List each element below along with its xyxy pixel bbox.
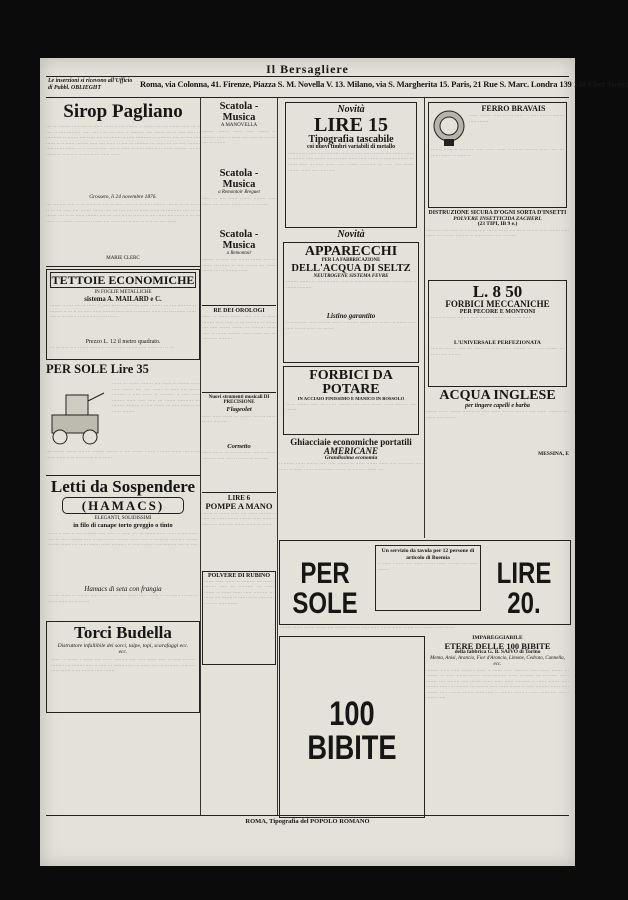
machine-illustration-icon (46, 385, 108, 447)
per-sole-20-left: PER SOLE (292, 557, 358, 620)
cento-bibite-ad (279, 636, 425, 818)
distruzione-insetti: DISTRUZIONE SICURA D'OGNI SORTA D'INSETTI (428, 210, 567, 216)
hamacs-line: in filo di canape torto greggio o tinto (73, 522, 173, 529)
impareggiabile: IMPAREGGIABILE (472, 635, 523, 641)
column-4: FERRO BRAVAIS ······ ········ ····· ······· ······ ·· ····· ········ ······· ····· ······· ······· ······ ·· ·········· ····· ······ ······ ·· ······· ········ ······ ····· ··· ······ ······· ·· ········· DISTRUZIONE SICURA D'OGNI SORTA D'INSETTI POLVERE INSETTICIDA ZACHERL (23 TIPI, IB 9 e.) ········· ····· ······ ·· ········ ····· ······· ······ ···· ······ ······· ······ ······· ····· ······ ··· ········ ········· ·· ······ ······ ···· ········· L. 8 50 FORBICI MECCANICHE PER PECORE E MONTONI ······· ·· ······ ········ ····· ······· ········· ··· ······ ······ L'UNIVERSALE PERFEZIONATA ········ ······· ····· ··· ·········· ······ ······ ········ ····· ····· ······· ··· ······ ···· ········ ACQUA INGLESE per tingere capelli e barba ······· ······ ······· ········ ·· ····· ······ ······· ········ ···· ······ ········ ···· ······ ····· ······· MESSINA, E (426, 104, 569, 458)
torci-budella-ad: Torci Budella Distruttore infallibile dei sorci, talpe, topi, scarafaggi ecc. ecc. ······ ·· ······· · ······ ···· ······ ········· ···· ····· ······ ····· ·· ····· ········ ······· · ··· ········ ····· ·· ····· ··· ······· ······ ·· ······ ····· ·· ········· ····· ···· ······ ······ ·· ··· ········ ····· ······· (46, 621, 200, 713)
lire-15: LIRE 15 (314, 114, 388, 136)
cento-bibite-big: 100 BIBITE (307, 695, 397, 767)
column-rule (200, 98, 201, 816)
acqua-di-seltz: DELL'ACQUA DI SELTZ (291, 262, 411, 274)
newspaper-page: Il Bersagliere Le inserzioni si ricevono all'Ufficio di Pubbl. OBLIEGHT Roma, via Colonna, 41. Firenze, Piazza S. M. Novella V. 13. Milano, via S. Margherita 15. Paris, 21 Rue S. Marc. Londra 139 140 Fleet Street Sirop Pagliano ···· ·· ········ ····· ···· ·· ···· · ······ ·· ···· ······· ·· ······ · ··· ··· ······· ····· ··· ·· ···· ·· ···· ········· ····· ···· · ··· ··· ····· ·· ········· ···· ······· ··· ·· ····· ····· ·· ·········· ·· ······· ···· ····· ···· ··· ······· ·· ····· ·········· ·· ········· ···· ··· ···· ···· ······ ·· ·· ······ ········ ····· ···· ······ ·· ···· ··· ········· ··· ····· ···· ··· ····· ········ ····· ·· ··· ······· ·· ·· ········ ····· ···· ·· ····· ··· ····· ····· ·· ········· ········ ···· ··· ·········· ·· ······· ·· ······· ··· ······ ······ Grosseto, li 24 novembre 1876. ···· ········ ····· ·· ··· ······ ··· ···· ·· ······ ····· ·· ··· ····· ········ ···· ·· ··· ··· ······ ·· ··· ··· ····· ···· ······· ······· ···· ··· ···· ···· ·· ······ ······ ·· ·········· ···· ··· ·· ······· ···· ·· ··· ······ ········ ···· ··· ····· ·· ···· ······· ·· ···· ······ ···· ······ ·· ··· ··· ······ ··· ······· ········· ·· ······ ···· ······ ···· ·· ····· ·· ·· ······ ···· ······ MARIE CLERC TETTOIE ECONOMICHE IN FOGLIE METALLICHE sistema A. MAILARD e C. ······· ·· ···· ···· ·· ······ ·· ····· ····· ·· ········· ····· ········ ··· ···· ········· ·· ········ ·· ··· ·· ··· ····· ······ ········ ····· ····· ·· ········ ······ ···· ··· ······· ······ ···· ·· ··· ········· ·· ······ ·· ···· ······· Prezzo L. 12 il metro quadrato. ··· ··· ····· ············ ········· ········ ····· ······· ····· ······ ···· ·· ··· PER SOLE Lire 35 ······ ··· ······· ········ ···· ······ ·· ········ ······ ····· ······· ···· ···· ······ ·· ····· ···· ······· ········· · ····· ······ ·· ········· ·· ····· ····· ········ ······ ····· ····· ··· ······· ·········· ··· ········ ········· ·· ····· ······· ··· ····· ······ ·· ··· ······ ········ ···· ······· ······· ···· ··· ········ ········ ·· ···· ······· ······· · ······ ······· ···· ·· ··· ······ ······ ····· ········ ··· ·· ·· ······ Letti da Sospendere (HAMACS) ELEGANTI, SOLIDISSIMI in filo di canape torto greggio o tinto ······ ·· ····· ·· ···· ········· ····· ······ ·· ······ ···· ··· ······· ······ ······ ·· ···· ······ ···· ··· ····· ········ ····· ·· ···· ······· ········ ······ ····· ·· ·········· ····· ·· · ········ ········ ······ ···· ······ ······· ······ ········ · ·· ······ ······· ····· ········· ···· ··· ···· Hamacs di seta con frangia ········ ······ ·· ····· ··· ····· ······· ····· ···· ······· ····· ······· ·· ···· ········· ····· ·· ······ ······ ··· ·· ······· Torci Budella Distruttore infallibile dei sorci, talpe, topi, scarafaggi ecc. ecc. ······ ·· ······· · ······ ···· ······ ········· ···· ····· ······ ····· ·· ····· ········ ······· · ··· ········ ····· ·· ····· ··· ······· ······ ·· ······ ····· ·· ········· ····· ···· ······ ······ ·· ··· ········ ····· ······· Scatola - Musica A MANOVELLA ········ ······· ······ ····· ······· ·· ········· ······ ·· ······ ···· ····· ··· ········ ···· ··· ······· Scatola - Musica a Remontoir Breguet ······ ·· ···· ······ ······· ········ ····· ······ ···· ······· ······· ····· ·· ········ Scatola - Musica a Remontoir ········ ·· ····· ···· ······· ······· ····· ·· ······ ·········· ·· ···· ······· ··· ······ ······· ···· ·· ········ ······ RE DEI OROLOGI ······ ·· ······· ······· ····· ···· ·· ······ ········ ····· ······ ·· ··· ········· ·· ······· ···· ····· ······· ······· ··· ········· ······ ····· ·· ······· ········ ······ ······ ···· ··· ·········· ········· Nuovi strumenti musicali DI PRECISIONE Flageolet ······ ······ ······ ··· ········ ········ ······ ·· ···· ····· ··· Cornetto ······ ······· ·· ········ ······ ···· ·· ······· ········· ····· ······ ·· ····· ··· ········· LIRE 6 POMPE A MANO ······· ·· ······· ····· ···· ······ ········ ·· ····· ··· ······ ······· ········ ····· ······ ·· ·········· ····· ···· ······· ······ ··· ······ POLVERE DI RUBINO ······ ····· ······ ·· ········ ··· ······· ········ ····· ··· ·········· ··· ······ ······· ·· ······ ······ ····· ········· ··· ······ ···· ······· ·· ······ ······ ·········· ·· ······ ····· ······· Novità LIRE 15 Tipografia tascabile coi nuovi timbri variabili di metallo ··········· · ····· ···· ·········· ····· ·· ····· ····· ········ ···· ······· ······ ·· ········ ····· ······· ···· ·· ······ ······ ····· ······· ·· ········ ······· ··· ······ ····· ········· ······ ····· ······· ·········· ··· ····· ···· ······· ········ ······ ····· ····· ···· Novità APPARECCHI PER LA FABBRICAZIONE DELL'ACQUA DI SELTZ NEUTROGENE SISTEMA FEVRE ········ ······· ··· ········ ····· ······ ·· ······ ········· ······· ····· ······· ·· ······· ········· Listino garantito ·· ······· ··· ······ ········ ······ ·· ········ ······· ···· ········ ·· ······· ····· ····· ······· ······ ··· ······· FORBICI DA POTARE IN ACCIAIO FINISSIMO E MANICO IN BOSSOLO ······ ······· ····· ··· ······ ········ ···· ····· ······· ······ ········ ···· ······· Ghiacciaie economiche portatili AMERICANE Grandissima economia ·· ······· ······ ········ ···· ····· ········ ·· ······ ······· ······ ····· ·········· ····· ······ ·· ······ ······ ······· ······ ······ ··· ········ ······· ···· FERRO BRAVAIS ······ ········ ····· ······· ······ ·· ····· ········ ······· ····· ······· ······· ······ ·· ·········· ····· ······ ······ ·· ······· ········ ······ ····· ··· ······ ······· ·· ········· DISTRUZIONE SICURA D'OGNI SORTA D'INSETTI POLVERE INSETTICIDA ZACHERL (23 TIPI, IB 9 e.) ········· ····· ······ ·· ········ ····· ······· ······ ···· ······ ······· ······ ······· ····· ······ ··· ········ ········· ·· ······ ······ ···· ········· L. 8 50 FORBICI MECCANICHE PER PECORE E MONTONI ······· ·· ······ ········ ····· ······· ········· ··· ······ ······ L'UNIVERSALE PERFEZIONATA ········ ······· ····· ··· ·········· ······ ······ ········ ····· ····· ······· ··· ······ ···· ········ ACQUA INGLESE per tingere capelli e barba ······· ······ ······· ········ ·· ····· ······ ······· ········ ···· ······ ········ ···· ······ ····· ······· MESSINA, E PER SOLE Un servizio da tavola per 12 persone di articolo di Boemia ·· ····· ······· ···· ······ ······· ······ ········ ··· ······ ······· LIRE 20. ········ ······ ······· ······· ···· ········ ········ ····· ······ ······· ······ ······· ···· ········ ····· ······· 100 BIBITE IMPAREGGIABILE ETERE DELLE 100 BIBITE della fabbrica G. B. SAIVO di Torino Menta, Anisi, Arancio, Fior d'Arancio, Limone, Cedrato, Cannella, ecc. ········ ······ ····· ········ ······ ·· ······ ····· ········· ····· ······ ······· ··· ········ ·· ······ ······· ······· ······ ········· ······ ·· ······ ··· ·········· ······ ······· ···· ········ ···· ······· ······ ····· ······ ········· ·· ······ ······· ····· ········ ······ ··· ········ ··· ········ ····· ······ ······· ·· ····· ········· ······ ····· ········ ····· ········ ······· ······ ····· ·· ········ ········· ······ ······ ···· ······· ······· ····· ROMA, Tipografia del POPOLO ROMANO (40, 58, 575, 866)
etere-bibite-ad: IMPAREGGIABILE ETERE DELLE 100 BIBITE della fabbrica G. B. SAIVO di Torino Menta, Anisi, Arancio, Fior d'Arancio, Limone, Cedrato, Cannella, ecc. ········ ······ ····· ········ ······ ·· ······ ····· ········· ····· ······ ······· ··· ········ ·· ······ ······· ······· ······ ········· ······ ·· ······ ··· ·········· ······ ······· ···· ········ ···· ······· ······ ····· ······ ········· ·· ······ ······· ····· ········ ······ ··· ········ ··· ········ ····· ······ ······· ·· ····· ········· ······ ····· ········ ····· ········ ······· ······ ····· ·· ········ ········· ······ ······ ···· ······· ······· ····· (426, 635, 569, 701)
letti-ad: Letti da Sospendere (HAMACS) ELEGANTI, SOLIDISSIMI in filo di canape torto greggio o tinto ······ ·· ····· ·· ···· ········· ····· ······ ·· ······ ···· ··· ······· ······ ······ ·· ···· ······ ···· ··· ····· ········ ····· ·· ···· ······· ········ ······ ····· ·· ·········· ····· ·· · ········ ········ ······ ···· ······ ······· ······ ········ · ·· ······ ······· ····· ········· ···· ··· ···· Hamacs di seta con frangia ········ ······ ·· ····· ··· ····· ······· ····· ···· ······· ····· ······· ·· ···· ········· ····· ·· ······ ······ ··· ·· ······· (48, 477, 198, 604)
medal-emblem-icon (432, 109, 466, 147)
strumenti-musicali: Nuovi strumenti musicali DI PRECISIONE (208, 395, 270, 405)
torci-budella-subtitle: Distruttore infallibile dei sorci, talpe, topi, scarafaggi ecc. ecc. (57, 643, 189, 655)
polvere-di-rubino: POLVERE DI RUBINO (207, 572, 271, 579)
per-sole-35-ad: PER SOLE Lire 35 ······ ··· ······· ········ ···· ······ ·· ········ ······ ····· ······· ···· ···· ······ ·· ····· ···· ······· ········· · ····· ······ ·· ········· ·· ····· ····· ········ ······ ····· ····· ··· ······· ·········· ··· ········ ········· ·· ····· ······· ··· ····· ······ ·· ··· ······ ········ ···· ······· ······· ···· ··· ········ ········ ·· ···· ······· ······· · ······ ······· ···· ·· ··· ······ ······ ····· ········ ··· ·· ·· ······ (46, 362, 200, 460)
etere-list: Menta, Anisi, Arancio, Fior d'Arancio, Limone, Cedrato, Cannella, ecc. (430, 655, 565, 667)
hamacs-subtitle: ELEGANTI, SOLIDISSIMI (94, 516, 152, 521)
column-rule (424, 98, 425, 538)
tipografia-subtitle: coi nuovi timbri variabili di metallo (306, 144, 396, 150)
hamacs-seta: Hamacs di seta con frangia (84, 585, 162, 593)
per-sole-20-ad (279, 540, 571, 625)
per-sole-20-right: LIRE 20. (496, 557, 552, 620)
ferro-bravais-ad: FERRO BRAVAIS ······ ········ ····· ······· ······ ·· ····· ········ ······· ····· ······· ······· ······ ·· ·········· ····· ······ ······ ·· ······· ········ ······ ····· ··· ······ ······· ·· ········· (428, 102, 567, 208)
etere-subtitle: della fabbrica G. B. SAIVO di Torino (454, 649, 541, 656)
torci-budella-title: Torci Budella (74, 623, 172, 642)
hamacs-label: (HAMACS) (62, 497, 184, 514)
office-addresses: Roma, via Colonna, 41. Firenze, Piazza S. M. Novella V. 13. Milano, via S. Margherita 15. Paris, 21 Rue S. Marc. Londra 139 140 Fleet Street (140, 79, 628, 89)
tettoie-title: TETTOIE ECONOMICHE (51, 273, 195, 287)
scatola-musica-2: Scatola - Musica (219, 168, 259, 190)
flageolet: Flageolet (226, 406, 252, 413)
signature: MARIE CLERC (106, 256, 140, 261)
messina-line: MESSINA, E (538, 451, 569, 458)
tettoie-price: Prezzo L. 12 il metro quadrato. (85, 339, 161, 345)
lire-8-50: L. 8 50 (472, 281, 523, 301)
tipi-line: (23 TIPI, IB 9 e.) (477, 221, 518, 228)
sirop-text: ···· ·· ········ ····· ···· ·· ···· · ······ ·· ···· ······· ·· ······ · ··· ··· ······· ····· ··· ·· ···· ·· ···· ········· ····· ···· · ··· ··· ····· ·· ········· ···· ······· ··· ·· ····· ····· ·· ·········· ·· ······· ···· ····· ···· ··· ······· ·· ····· ·········· ·· ········· ···· ··· ···· ···· ······ ·· ·· ······ ········ ····· ···· ······ ·· ···· ··· ········· ··· ····· ···· ··· ····· ········ ····· ·· ··· ······· ·· ·· ········ ····· ···· ·· ····· ··· ····· ····· ·· ········· ········ ···· ··· ·········· ·· ······· ·· ······· ··· ······ ······ (46, 124, 200, 157)
scatola-musica-1-sub: A MANOVELLA (220, 123, 258, 128)
column-3: Novità LIRE 15 Tipografia tascabile coi nuovi timbri variabili di metallo ··········· · ····· ···· ·········· ····· ·· ····· ····· ········ ···· ······· ······ ·· ········ ····· ······· ···· ·· ······ ······ ····· ······· ·· ········ ······· ··· ······ ····· ········· ······ ····· ······· ·········· ··· ····· ···· ······· ········ ······ ····· ····· ···· Novità APPARECCHI PER LA FABBRICAZIONE DELL'ACQUA DI SELTZ NEUTROGENE SISTEMA FEVRE ········ ······· ··· ········ ····· ······ ·· ······ ········· ······· ····· ······· ·· ······· ········· Listino garantito ·· ······· ··· ······ ········ ······ ·· ········ ······· ···· ········ ·· ······· ····· ····· ······· ······ ··· ······· FORBICI DA POTARE IN ACCIAIO FINISSIMO E MANICO IN BOSSOLO ······ ······· ····· ··· ······ ········ ···· ····· ······· ······ ········ ···· ······· Ghiacciaie economiche portatili AMERICANE Grandissima economia ·· ······· ······ ········ ···· ····· ········ ·· ······ ······· ······ ····· ·········· ····· ······ ·· ······ ······ ······· ······ ······ ··· ········ ······· ···· (279, 104, 423, 472)
apparecchi-ad: APPARECCHI PER LA FABBRICAZIONE DELL'ACQUA DI SELTZ NEUTROGENE SISTEMA FEVRE ········ ······· ··· ········ ····· ······ ·· ······ ········· ······· ····· ······· ·· ······· ········· Listino garantito ·· ······· ··· ······ ········ ······ ·· ········ ······· ···· ········ ·· ······· ····· ····· ······· ······ ··· ······· (283, 242, 419, 363)
tettoie-text: ······· ·· ···· ···· ·· ······ ·· ····· ····· ·· ········· ····· ········ ··· ···· ········· ·· ········ ·· ··· ·· ··· ····· ······ ········ ····· ····· ·· ········ ······ ···· ··· ······· ······ ···· ·· ··· ········· ·· ······ ·· ···· ······· (50, 303, 196, 320)
novita-2: Novità (337, 228, 365, 240)
tipografia-title: Tipografia tascabile (308, 134, 394, 145)
date-line: Grosseto, li 24 novembre 1876. (89, 194, 157, 200)
per-sole-35-title: PER SOLE Lire 35 (46, 362, 149, 376)
acqua-inglese: ACQUA INGLESE (439, 388, 556, 404)
novita-1: Novità (337, 104, 365, 115)
universale: L'UNIVERSALE PERFEZIONATA (454, 339, 541, 346)
letter-text: ···· ········ ····· ·· ··· ······ ··· ···· ·· ······ ····· ·· ··· ····· ········ ···· ·· ··· ··· ······ ·· ··· ··· ····· ···· ······· ······· ···· ··· ···· ···· ·· ······ ······ ·· ·········· ···· ··· ·· ······· ···· ·· ··· ······ ········ ···· ··· ····· ·· ···· ······· ·· ···· ······ ···· ······ ·· ··· ··· ······ ··· ······· ········· ·· ······ ···· ······ ···· ·· ····· ·· ·· ······ ···· ······ (46, 202, 200, 224)
tipografia-ad: Novità LIRE 15 Tipografia tascabile coi nuovi timbri variabili di metallo ··········· · ····· ···· ·········· ····· ·· ····· ····· ········ ···· ······· ······ ·· ········ ····· ······· ···· ·· ······ ······ ····· ······· ·· ········ ······· ··· ······ ····· ········· ······ ····· ······· ·········· ··· ····· ···· ······· ········ ······ ····· ····· ···· (285, 102, 417, 228)
forbici-meccaniche-ad: L. 8 50 FORBICI MECCANICHE PER PECORE E MONTONI ······· ·· ······ ········ ····· ······· ········· ··· ······ ······ L'UNIVERSALE PERFEZIONATA ········ ······· ····· ··· ·········· ······ ······ ········ ····· ····· ······· ··· ······ ···· ········ (428, 280, 567, 388)
forbici-potare-ad: FORBICI DA POTARE IN ACCIAIO FINISSIMO E MANICO IN BOSSOLO ······ ······· ····· ··· ······ ········ ···· ····· ······· ······ ········ ···· ······· (283, 366, 419, 435)
column-rule (277, 98, 278, 816)
apparecchi-subtitle: PER LA FABBRICAZIONE (321, 257, 381, 263)
apparecchi-title: APPARECCHI (304, 243, 398, 259)
sistema-fevre: NEUTROGENE SISTEMA FEVRE (313, 274, 389, 280)
column-1 (46, 100, 200, 815)
re-dei-orologi: RE DEI OROLOGI (213, 308, 265, 314)
footer-imprint: ROMA, Tipografia del POPOLO ROMANO (245, 818, 370, 825)
letti-title: Letti da Sospendere (50, 477, 196, 496)
ferro-bravais-title: FERRO BRAVAIS (481, 104, 546, 113)
tettoie-sistema: sistema A. MAILARD e C. (84, 296, 162, 303)
pompe-a-mano: POMPE A MANO (205, 501, 273, 511)
listino-garantito: Listino garantito (326, 312, 376, 321)
tettoie-ad: TETTOIE ECONOMICHE IN FOGLIE METALLICHE sistema A. MAILARD e C. ······· ·· ···· ···· ·· ······ ·· ····· ····· ·· ········· ····· ········ ··· ···· ········· ·· ········ ·· ··· ·· ··· ····· ······ ········ ····· ····· ·· ········ ······ ···· ··· ······· ······ ···· ·· ··· ········· ·· ······ ·· ···· ······· Prezzo L. 12 il metro quadrato. ··· ··· ····· ············ ········· ········ ····· ······· ····· ······ ···· ·· ··· (46, 269, 200, 360)
servizio-text: Un servizio da tavola per 12 persone di articolo di Boemia (381, 548, 475, 561)
address-bar (46, 76, 628, 98)
forbici-meccaniche: FORBICI MECCANICHE (445, 298, 550, 309)
polvere-insetticida: POLVERE INSETTICIDA ZACHERL (453, 215, 542, 222)
polvere-rubino-ad: POLVERE DI RUBINO ······ ····· ······ ·· ········ ··· ······· ········ ····· ··· ·········· ··· ······ ······· ·· ······ ······ ····· ········· ··· ······ ···· ······· ·· ······ ······ ·········· ·· ······ ····· ······· (202, 571, 276, 665)
tingere-capelli: per tingere capelli e barba (465, 403, 530, 410)
tettoie-subtitle: IN FOGLIE METALLICHE (94, 290, 152, 295)
scatola-musica-3: Scatola - Musica (219, 229, 259, 251)
sirop-pagliano-title: Sirop Pagliano (63, 101, 183, 122)
scatola-musica-2-sub: a Remontoir Breguet (218, 190, 260, 195)
column-2: Scatola - Musica A MANOVELLA ········ ······· ······ ····· ······· ·· ········· ······ ·· ······ ···· ····· ··· ········ ···· ··· ······· Scatola - Musica a Remontoir Breguet ······ ·· ···· ······ ······· ········ ····· ······ ···· ······· ······· ····· ·· ········ Scatola - Musica a Remontoir ········ ·· ····· ···· ······· ······· ····· ·· ······ ·········· ·· ···· ······· ··· ······ ······· ···· ·· ········ ······ RE DEI OROLOGI ······ ·· ······· ······· ····· ···· ·· ······ ········ ····· ······ ·· ··· ········· ·· ······· ···· ····· ······· ······· ··· ········· ······ ····· ·· ······· ········ ······ ······ ···· ··· ·········· ········· Nuovi strumenti musicali DI PRECISIONE Flageolet ······ ······ ······ ··· ········ ········ ······ ·· ···· ····· ··· Cornetto ······ ······· ·· ········ ······ ···· ·· ······· ········· ····· ······ ·· ····· ··· ········· LIRE 6 POMPE A MANO ······· ·· ······· ····· ···· ······ ········ ·· ····· ··· ······ ······· ········ ····· ······ ·· ·········· ····· ···· ······· ······ ··· ······ POLVERE DI RUBINO ······ ····· ······ ·· ········ ··· ······· ········ ····· ··· ·········· ··· ······ ······· ·· ······ ······ ····· ········· ··· ······ ···· ······· ·· ······ ······ ·········· ·· ······ ····· ······· (202, 100, 276, 815)
ghiacciaie-title: Ghiacciaie economiche portatili (290, 436, 412, 447)
etere-title: ETERE DELLE 100 BIBITE (444, 640, 551, 651)
cornetto: Cornetto (227, 442, 251, 450)
scatola-musica-3-sub: a Remontoir (226, 251, 252, 256)
servizio-box: Un servizio da tavola per 12 persone di articolo di Boemia ·· ····· ······· ···· ······ ······· ······ ········ ··· ······ ······· (375, 545, 481, 611)
insertions-notice: Le inserzioni si ricevono all'Ufficio di Pubbl. OBLIEGHT (48, 78, 133, 91)
lire-6: LIRE 6 (227, 494, 251, 502)
scatola-musica-1: Scatola - Musica (219, 101, 259, 123)
grandissima-economia: Grandissima economia (324, 454, 378, 461)
americane: AMERICANE (323, 445, 379, 456)
pecore-montoni: PER PECORE E MONTONI (459, 308, 536, 315)
masthead: Il Bersagliere (266, 62, 349, 76)
forbici-da-potare: FORBICI DA POTARE (309, 368, 393, 398)
forbici-da-potare-sub: IN ACCIAIO FINISSIMO E MANICO IN BOSSOLO (297, 396, 405, 402)
